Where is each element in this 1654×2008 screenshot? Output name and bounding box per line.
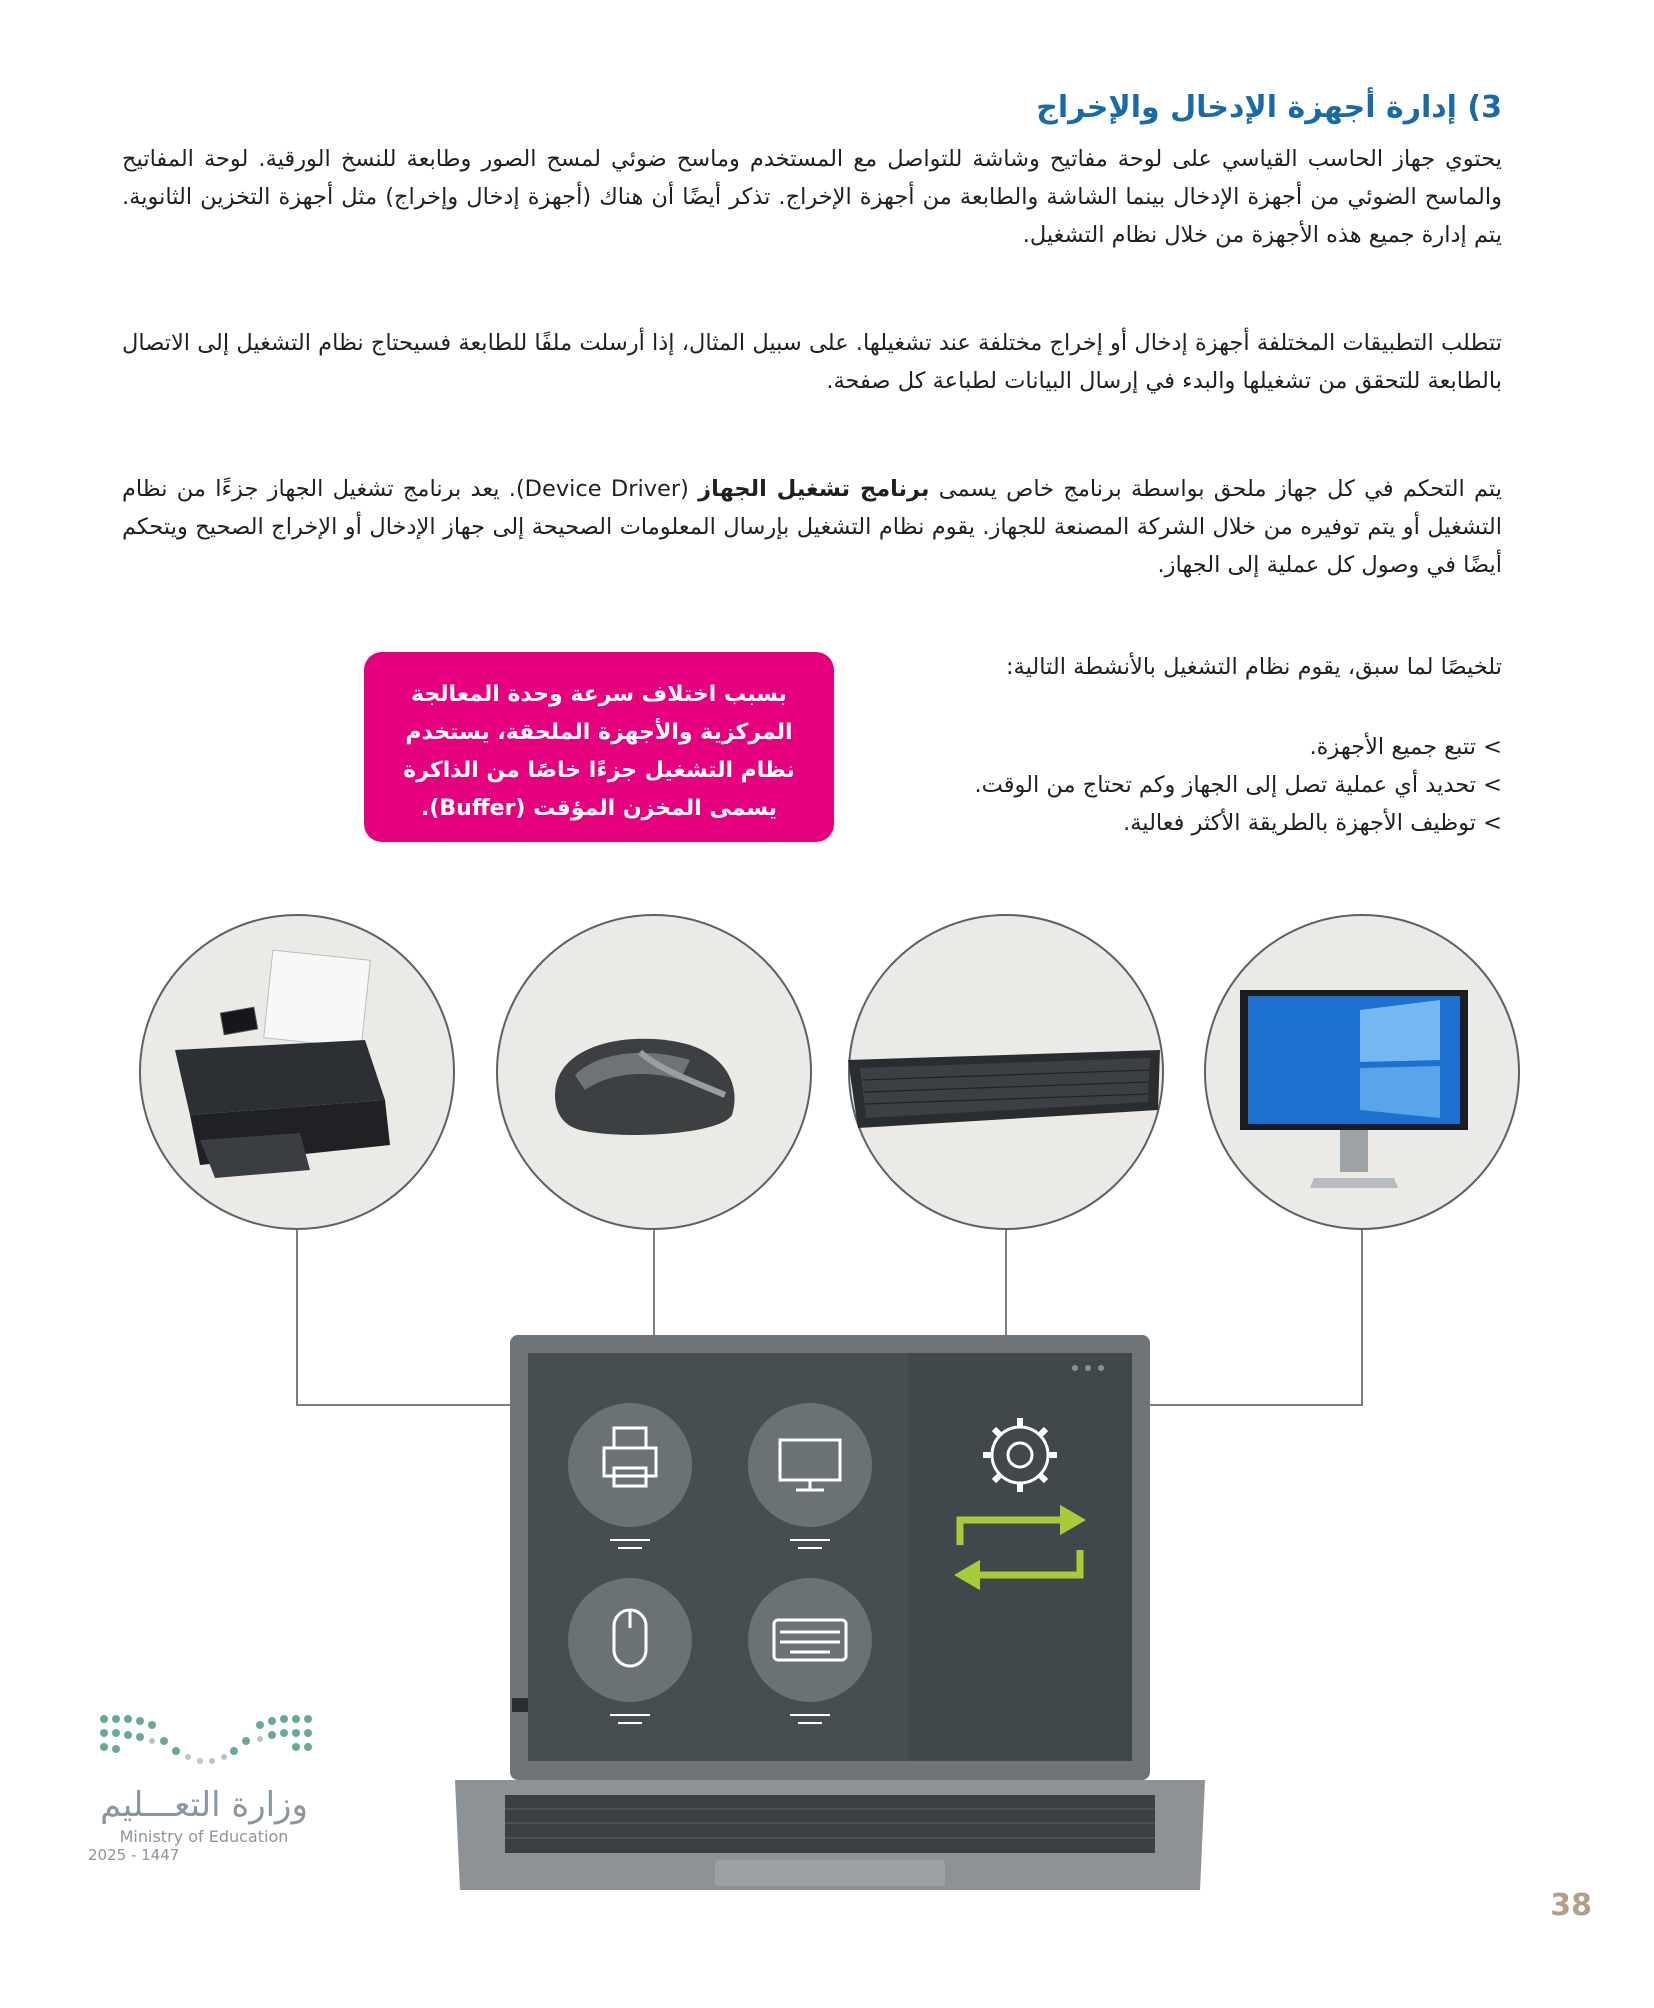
ministry-logo-mark (84, 1705, 324, 1775)
ministry-name-arabic: وزارة التعـــليم (100, 1785, 308, 1825)
summary-item: > توظيف الأجهزة بالطريقة الأكثر فعالية. (1123, 810, 1502, 836)
buffer-note-box: بسبب اختلاف سرعة وحدة المعالجة المركزية والأجهزة الملحقة، يستخدم نظام التشغيل جزءًا خاصًا من الذاكرة يسمى المخزن المؤقت (Buffer). (364, 652, 834, 842)
summary-item: > تحديد أي عملية تصل إلى الجهاز وكم تحتاج من الوقت. (974, 772, 1502, 798)
section-title: 3) إدارة أجهزة الإدخال والإخراج (1036, 90, 1502, 125)
summary-list (802, 728, 1502, 842)
ministry-year: 2025 - 1447 (88, 1846, 180, 1864)
paragraph-device-driver-end: (Device Driver). يعد برنامج تشغيل الجهاز جزءًا من نظام التشغيل أو يتم توفيره من خلال الشركة المصنعة للجهاز. يقوم نظام التشغيل بإرسال المعلومات الصحيحة إلى جهاز الإدخال أو الإخراج الصحيح ويتحكم أيضًا في وصول كل عملية إلى الجهاز. (122, 476, 1502, 578)
summary-intro: تلخيصًا لما سبق، يقوم نظام التشغيل بالأنشطة التالية: (1005, 654, 1502, 680)
paragraph-io-devices: يحتوي جهاز الحاسب القياسي على لوحة مفاتيح وشاشة للتواصل مع المستخدم وماسح ضوئي لمسح الصور وطابعة للنسخ الورقية. لوحة المفاتيح والماسح الضوئي من أجهزة الإدخال بينما الشاشة والطابعة من أجهزة الإخراج. تذكر أيضًا أن هناك (أجهزة إدخال وإخراج) مثل أجهزة التخزين الثانوية. يتم إدارة جميع هذه الأجهزة من خلال نظام التشغيل. (122, 146, 1502, 248)
paragraph-device-driver (122, 470, 1502, 584)
paragraph-device-driver-start: يتم التحكم في كل جهاز ملحق بواسطة برنامج خاص يسمى (929, 476, 1502, 502)
page-number: 38 (1550, 1888, 1592, 1923)
paragraph-applications: تتطلب التطبيقات المختلفة أجهزة إدخال أو إخراج مختلفة عند تشغيلها. على سبيل المثال، إذا أرسلت ملفًا للطابعة فسيحتاج نظام التشغيل إلى الاتصال بالطابعة للتحقق من تشغيلها والبدء في إرسال البيانات لطباعة كل صفحة. (122, 330, 1502, 394)
mouse-icon (555, 1039, 735, 1135)
summary-item: > تتبع جميع الأجهزة. (1309, 734, 1502, 760)
ministry-logo (84, 1705, 324, 1864)
ministry-name-english: Ministry of Education (119, 1827, 289, 1846)
device-driver-term: برنامج تشغيل الجهاز (698, 476, 930, 502)
